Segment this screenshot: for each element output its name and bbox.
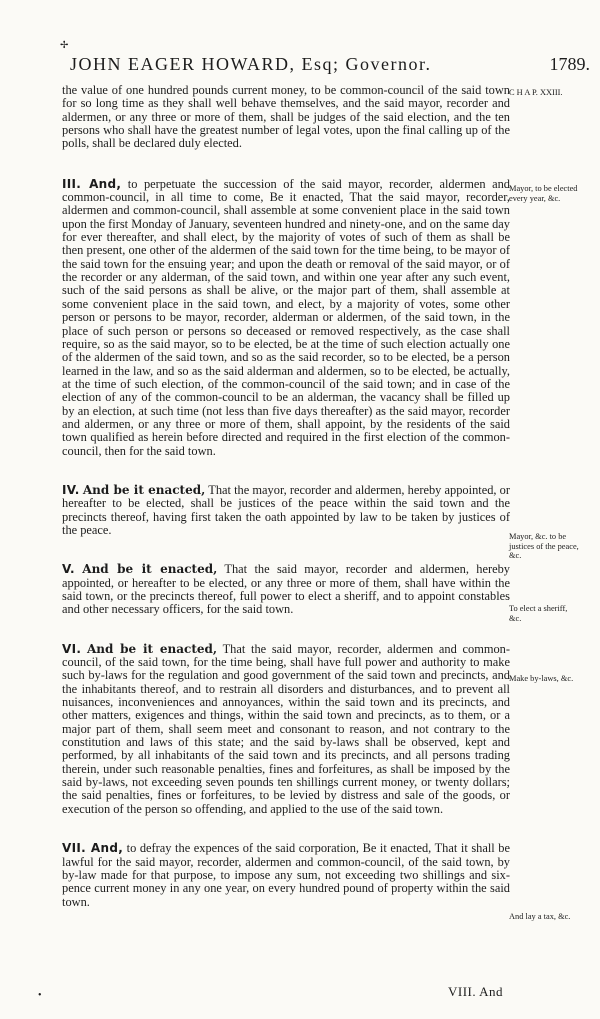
section-lead: VI.	[62, 641, 82, 656]
enacting-words: And be it enacted,	[82, 482, 206, 497]
paragraph-section-3	[62, 178, 510, 458]
section-lead: V.	[62, 562, 75, 577]
paragraph-text: That the mayor, recorder and aldermen, hereby appointed, or hereafter to be elected, shall be justices of the peace within the said town and the precincts thereof, having first taken the oath appointed by law to be taken by justices of the peace.	[62, 482, 510, 537]
ink-mark-icon: ✢	[60, 40, 69, 51]
page-year: 1789.	[549, 54, 590, 74]
paragraph-section-6	[62, 643, 510, 816]
paragraph-text: the value of one hundred pounds current money, to be common-council of the said town for so long time as they shall well behave themselves, and the said mayor, recorder and aldermen, or any three or more of them, shall be judges of the said election, and the ten persons who shall have the greatest number of legal votes, upon the final calling up of the polls, shall be declared duly elected.	[62, 83, 510, 151]
margin-note-justices: Mayor, &c. to be justices of the peace, &c.	[509, 532, 579, 561]
margin-note-tax: And lay a tax, &c.	[509, 912, 571, 921]
section-lead: IV.	[62, 482, 80, 497]
paragraph-section-5	[62, 563, 510, 616]
enacting-words: And be it enacted,	[82, 562, 218, 577]
paragraph-text: That the said mayor, recorder, aldermen and common-council, of the said town, for the time being, shall have full power and authority to make such by-laws for the regulation and good government of the said town and precincts, and the inhabitants thereof, and to restrain all disorders and disturbances, and to prevent all nuisances, inconveniences and annoyances, within the said town and its precincts, and other matters, exigences and things, within the said town and precincts, as to them, or a major part of them, shall seem meet and consonant to reason, and not contrary to the constitution and laws of this state; and the said by-laws shall be observed, kept and performed, by all inhabitants of the said town and its precincts, and all persons trading therein, under such reasonable penalties, fines and forfeitures, as shall be imposed by the said by-laws, not exceeding seven pounds ten shillings current money, or twenty dollars; the said penalties, fines or forfeitures, to be levied by distress and sale of the goods, or execution of the person so offending, and applied to the use of the said town.	[62, 641, 510, 816]
paragraph-section-7	[62, 842, 510, 909]
section-lead: III. And,	[62, 176, 122, 191]
enacting-words: And be it enacted,	[86, 641, 218, 656]
margin-note-mayor-elected: Mayor, to be elected every year, &c.	[509, 184, 578, 203]
margin-note-sheriff: To elect a sheriff, &c.	[509, 604, 568, 623]
paragraph-text: to defray the expences of the said corporation, Be it enacted, That it shall be lawful for the said mayor, recorder, aldermen and common-council, of the said town, by by-law made for that purpose, to impose any sum, not exceeding two shillings and six-pence current money in any one year, on every hundred pound of property within the said town.	[62, 841, 510, 909]
running-header	[70, 54, 590, 78]
margin-note-chapter: C H A P. XXIII.	[509, 88, 563, 97]
paragraph-section-4	[62, 484, 510, 537]
margin-note-by-laws: Make by-laws, &c.	[509, 674, 574, 683]
catchword: VIII. And	[448, 984, 504, 999]
paragraph-text: to perpetuate the succession of the said mayor, recorder, aldermen and common-council, in all time to come, Be it enacted, That the said mayor, recorder, aldermen and common-council, shall assemble at some convenient place in the said town upon the first Monday of January, seventeen hundred and ninety-one, and on the same day for ever thereafter, and shall elect, by the majority of votes of such of them as shall be then present, one other of the aldermen of the said town for the time being, to be mayor of the said town for the ensuing year; and upon the death or removal of the said mayor, or of the recorder or any alderman, of the said town, and within one year after any such event, such of the said persons as shall be alive, or the major part of them, shall assemble at some convenient place in the said town, and elect, by a majority of votes, some other person or persons to be mayor, recorder, alderman or aldermen, of the said town, in the place of such person or persons so deceased or removed respectively, as the case shall require, so as the said mayor, so to be elected, be at the time of such election actually one of the aldermen of the said town, and so as the said recorder, so to be elected, be a person learned in the law, and so as the said alderman and aldermen, so to be elected, be actually, at the time of such election, of the common-council of the said town; and in case of the election of any of the common-council to be an alderman, the vacancy shall be filled up by an election, at such time (not less than five days thereafter) as the said mayor, recorder and aldermen, or any three or more of them, shall appoint, by the residents of the said town qualified as herein before directed and required in the first election of the common-council, then for the said town.	[62, 176, 510, 458]
body-text	[62, 84, 510, 935]
ink-dot-icon: •	[38, 990, 42, 1001]
paragraph-continued	[62, 84, 510, 151]
running-title: JOHN EAGER HOWARD, Esq; Governor.	[70, 54, 432, 74]
paragraph-text: That the said mayor, recorder and aldermen, hereby appointed, or hereafter to be elected, or any three or more of them, shall have within the said town, or the precincts thereof, full power to elect a sheriff, and to appoint constables and other necessary officers, for the said town.	[62, 562, 510, 617]
section-lead: VII. And,	[62, 841, 124, 856]
